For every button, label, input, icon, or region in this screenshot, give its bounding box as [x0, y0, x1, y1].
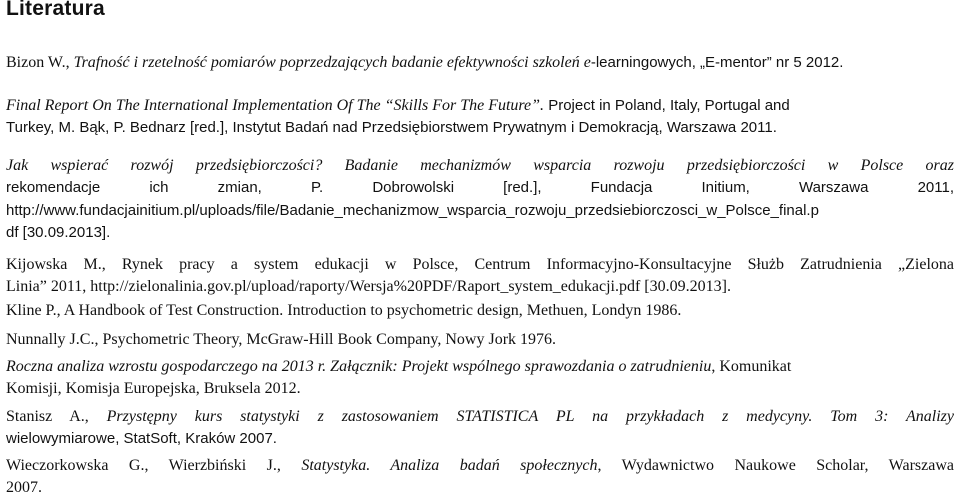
reference-stanisz [6, 406, 954, 451]
reference-title: Przystępny kurs statystyki z zastosowaniem STATISTICA PL na przykładach z medycyny. Tom 3: Analizy [106, 408, 955, 425]
reference-details: Project in Poland, Italy, Portugal and [544, 97, 790, 114]
reference-kijowska [6, 254, 954, 299]
reference-title: Trafność i rzetelność pomiarów poprzedzających badanie efektywności szkoleń e [73, 54, 591, 71]
reference-url-continued: df [30.09.2013]. [6, 223, 111, 241]
reference-final-report [6, 95, 954, 140]
reference-title: Jak wspierać rozwój przedsiębiorczości? Badanie mechanizmów wsparcia rozwoju przedsiębiorczości w Polsce oraz [6, 157, 954, 174]
reference-details-line: wielowymiarowe, StatSoft, Kraków 2007. [6, 430, 277, 448]
reference-details-line: 2007. [6, 479, 42, 497]
reference-details-line: Komisji, Komisja Europejska, Bruksela 2012. [6, 380, 301, 398]
reference-details: , Komunikat [711, 358, 792, 375]
reference-jak-wspierac [6, 155, 954, 244]
reference-url: http://www.fundacjainitium.pl/uploads/file/Badanie_mechanizmow_wsparcia_rozwoju_przedsiebiorczosci_w_Polsce_final.p [6, 201, 819, 219]
reference-author: Stanisz A., [6, 408, 107, 425]
page-title: Literatura [6, 0, 105, 20]
reference-nunnally: Nunnally J.C., Psychometric Theory, McGraw-Hill Book Company, Nowy Jork 1976. [6, 331, 557, 348]
reference-details-line: Turkey, M. Bąk, P. Bednarz [red.], Instytut Badań nad Przedsiębiorstwem Prywatnym i Demokracją, Warszawa 2011. [6, 119, 777, 137]
reference-title: Roczna analiza wzrostu gospodarczego na 2013 r. Załącznik: Projekt wspólnego sprawozdania o zatrudnieniu [6, 358, 712, 375]
reference-title: Final Report On The International Implementation Of The “Skills For The Future”. [6, 97, 545, 114]
reference-line: Linia” 2011, http://zielonalinia.gov.pl/upload/raporty/Wersja%20PDF/Raport_system_edukacji.pdf [30.09.2013]. [6, 278, 731, 296]
reference-roczna-analiza [6, 356, 954, 401]
reference-author: Wieczorkowska G., Wierzbiński J., [6, 457, 302, 474]
reference-details-line: rekomendacje ich zmian, P. Dobrowolski [red.], Fundacja Initium, Warszawa 2011, [6, 179, 954, 197]
reference-details: -learningowych, „E-mentor” nr 5 2012. [590, 54, 844, 71]
reference-line: Kijowska M., Rynek pracy a system edukacji w Polsce, Centrum Informacyjno-Konsultacyjne Służb Zatrudnienia „Zielona [6, 256, 954, 273]
reference-wieczorkowska [6, 455, 954, 500]
reference-author: Bizon W., [6, 54, 74, 71]
reference-title: Statystyka. Analiza badań społecznych [301, 457, 598, 474]
reference-bizon [6, 52, 954, 74]
reference-kline: Kline P., A Handbook of Test Construction. Introduction to psychometric design, Methuen, Londyn 1986. [6, 302, 682, 319]
reference-details: , Wydawnictwo Naukowe Scholar, Warszawa [597, 457, 955, 474]
